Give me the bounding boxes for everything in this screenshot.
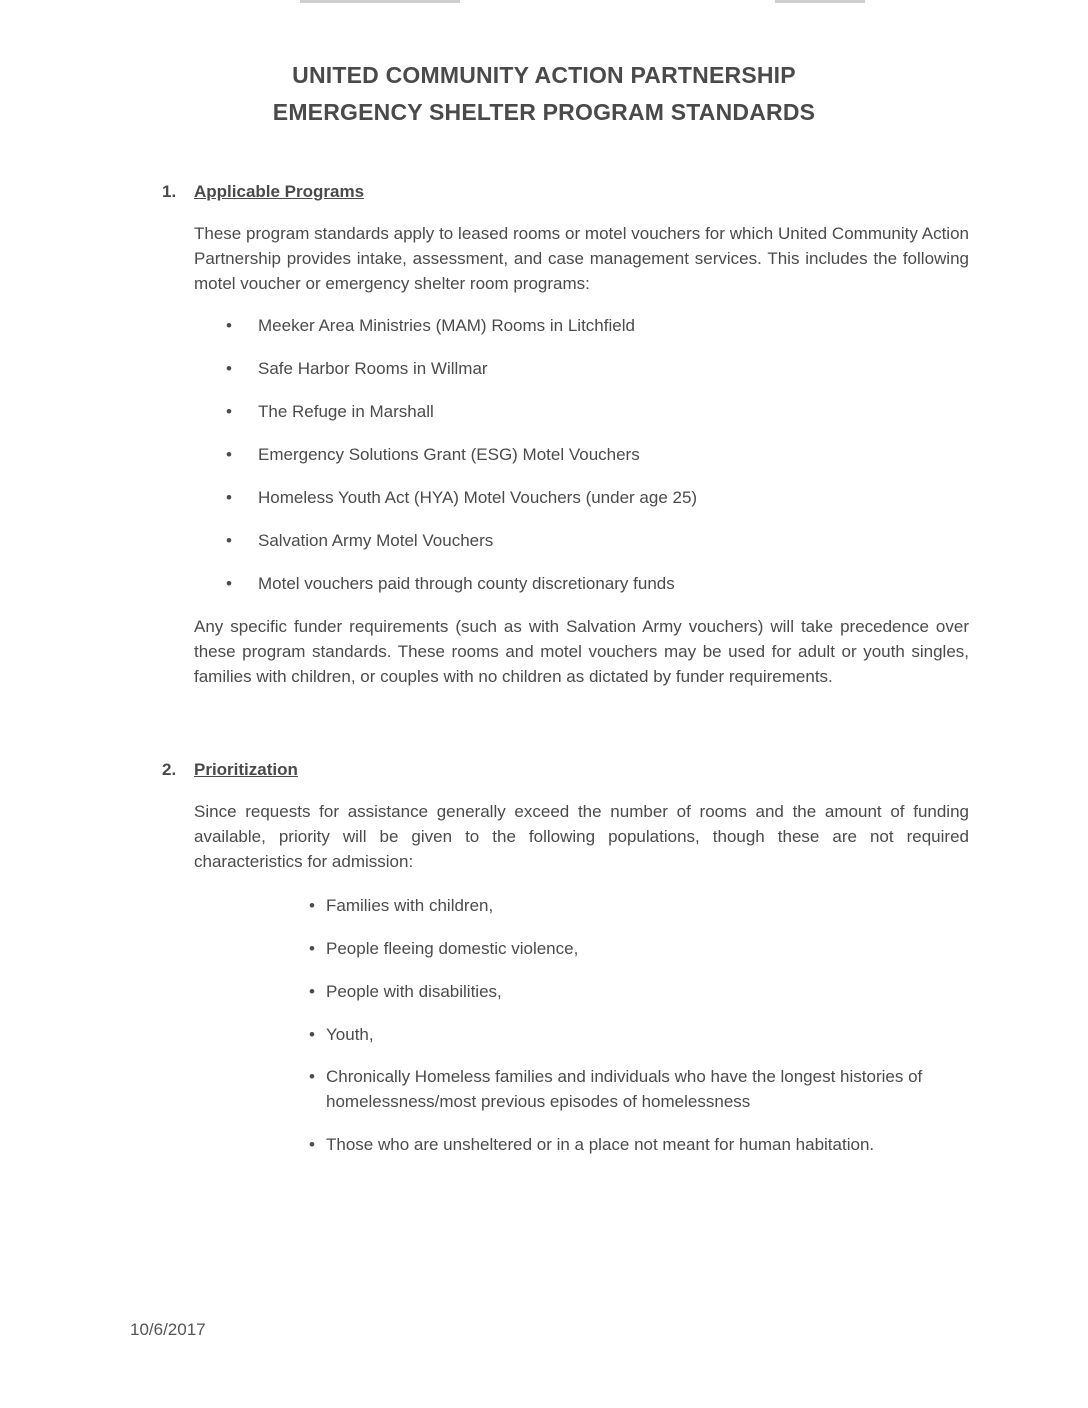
document-title-line-2: EMERGENCY SHELTER PROGRAM STANDARDS <box>272 99 816 125</box>
bullet-icon: • <box>309 896 315 915</box>
list-item: • People with disabilities, <box>309 979 974 1004</box>
bullet-icon: • <box>309 1025 315 1044</box>
list-item: • Motel vouchers paid through county discretionary funds <box>226 574 675 593</box>
list-item: • The Refuge in Marshall <box>226 402 434 421</box>
bullet-icon: • <box>226 359 232 378</box>
list-item: • Chronically Homeless families and individuals who have the longest histories of homelessness/most previous episodes of homelessness <box>309 1064 974 1114</box>
section-paragraph: These program standards apply to leased rooms or motel vouchers for which United Community Action Partnership provides intake, assessment, and case management services. This includes the following motel voucher or emergency shelter room programs: <box>194 224 969 293</box>
list-item: • Youth, <box>309 1022 974 1047</box>
bullet-icon: • <box>309 982 315 1001</box>
bullet-icon: • <box>226 445 232 464</box>
list-item: • Safe Harbor Rooms in Willmar <box>226 359 488 378</box>
footer-date: 10/6/2017 <box>130 1320 206 1339</box>
document-title-line-1: UNITED COMMUNITY ACTION PARTNERSHIP <box>292 62 796 88</box>
list-item: • Emergency Solutions Grant (ESG) Motel Vouchers <box>226 445 640 464</box>
section-number: 2. <box>162 760 177 779</box>
list-item: • Homeless Youth Act (HYA) Motel Vouchers (under age 25) <box>226 488 698 507</box>
bullet-icon: • <box>309 1067 315 1086</box>
scan-artifact <box>300 0 460 3</box>
section-title: Prioritization <box>194 760 298 779</box>
bullet-icon: • <box>226 316 232 335</box>
list-item: • Those who are unsheltered or in a place not meant for human habitation. <box>309 1132 974 1157</box>
section-paragraph: Since requests for assistance generally exceed the number of rooms and the amount of funding available, priority will be given to the following populations, though these are not required characteristics for admission: <box>194 802 969 871</box>
list-item: • People fleeing domestic violence, <box>309 936 974 961</box>
section-number: 1. <box>162 182 177 201</box>
bullet-icon: • <box>226 531 232 550</box>
bullet-icon: • <box>226 402 232 421</box>
list-item: • Meeker Area Ministries (MAM) Rooms in Litchfield <box>226 316 635 335</box>
list-item: • Families with children, <box>309 893 974 918</box>
bullet-icon: • <box>226 488 232 507</box>
section-paragraph: Any specific funder requirements (such as with Salvation Army vouchers) will take precedence over these program standards. These rooms and motel vouchers may be used for adult or youth singles, families with children, or couples with no children as dictated by funder requirements. <box>194 617 969 686</box>
section-title: Applicable Programs <box>194 182 365 201</box>
list-item: • Salvation Army Motel Vouchers <box>226 531 494 550</box>
scan-artifact <box>775 0 865 3</box>
bullet-icon: • <box>226 574 232 593</box>
bullet-icon: • <box>309 1135 315 1154</box>
bullet-icon: • <box>309 939 315 958</box>
